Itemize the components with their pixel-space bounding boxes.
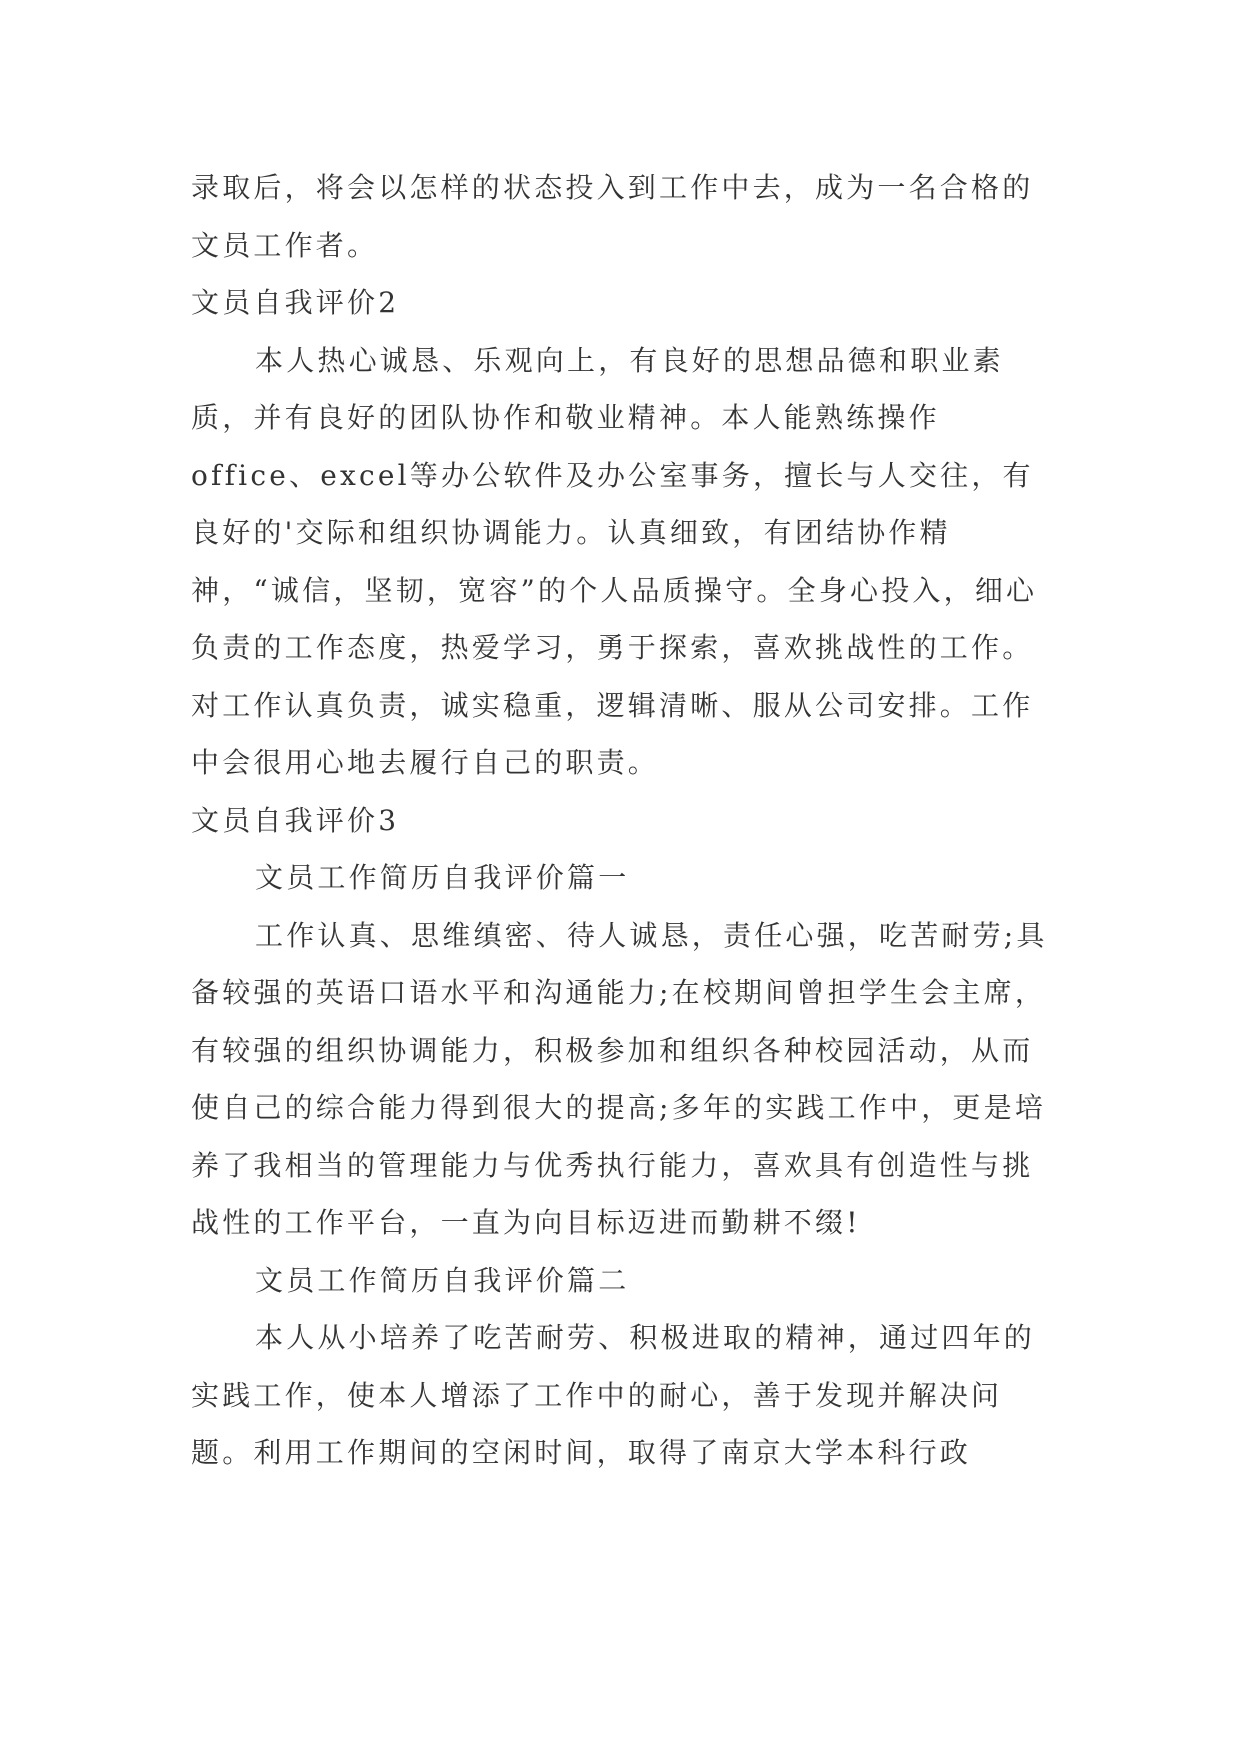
subheading-part-2: 文员工作简历自我评价篇二 <box>255 1263 630 1297</box>
subheading-part-1: 文员工作简历自我评价篇一 <box>255 861 630 894</box>
paragraph-evaluation-2: 本人热心诚恳、乐观向上，有良好的思想品德和职业素质，并有良好的团队协作和敬业精神。本人能熟练操作office、excel等办公软件及办公室事务，擅长与人交往，有良好的'交际和组织协调能力。认真细致，有团结协作精神，“诚信，坚韧，宽容”的个人品质操守。全身心投入，细心负责的工作态度，热爱学习，勇于探索，喜欢挑战性的工作。对工作认真负责，诚实稳重，逻辑清晰、服从公司安排。工作中会很用心地去履行自己的职责。 <box>191 343 1038 779</box>
section-heading-2: 文员自我评价2 <box>191 286 400 319</box>
paragraph-continuation: 录取后，将会以怎样的状态投入到工作中去，成为一名合格的文员工作者。 <box>191 171 1034 262</box>
paragraph-part-2: 本人从小培养了吃苦耐劳、积极进取的精神，通过四年的实践工作，使本人增添了工作中的耐心，善于发现并解决问题。利用工作期间的空闲时间，取得了南京大学本科行政 <box>191 1321 1036 1469</box>
paragraph-part-1: 工作认真、思维缜密、待人诚恳，责任心强，吃苦耐劳;具备较强的英语口语水平和沟通能力;在校期间曾担学生会主席，有较强的组织协调能力，积极参加和组织各种校园活动，从而使自己的综合能力得到很大的提高;多年的实践工作中，更是培养了我相当的管理能力与优秀执行能力，喜欢具有创造性与挑战性的工作平台，一直为向目标迈进而勤耕不缀! <box>191 918 1048 1239</box>
section-heading-3: 文员自我评价3 <box>191 803 400 837</box>
document-body <box>191 159 1051 1482</box>
